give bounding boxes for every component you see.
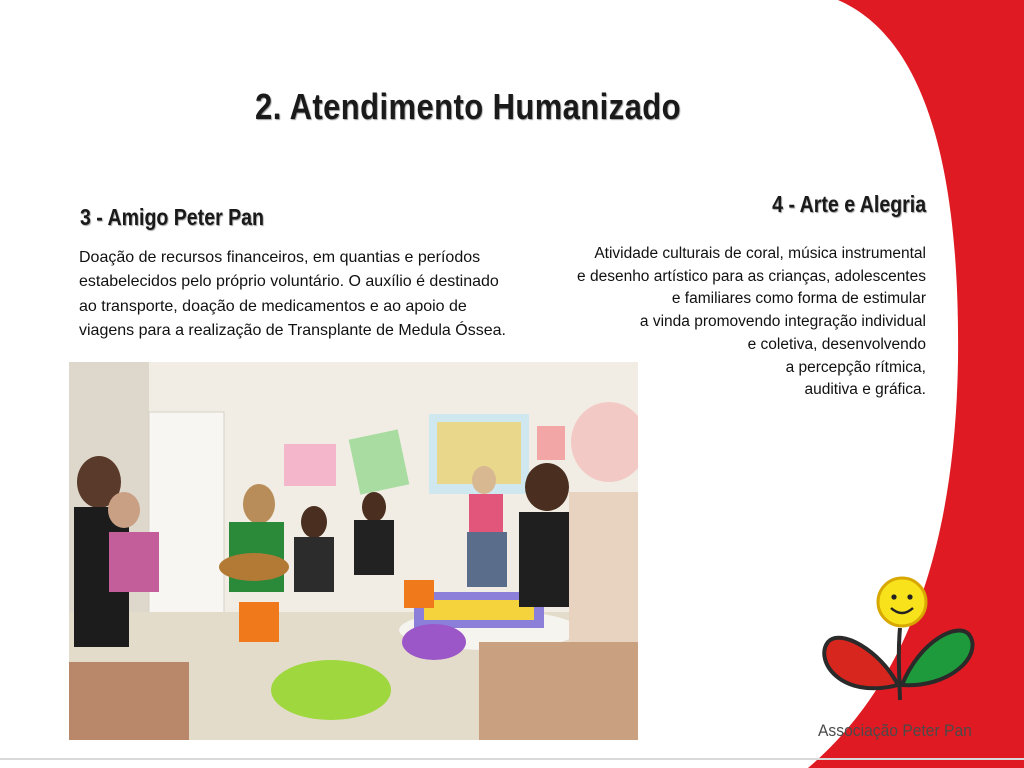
text-line: e coletiva, desenvolvendo xyxy=(747,335,926,353)
heading-amigo-peter-pan: 3 - Amigo Peter Pan xyxy=(80,204,264,230)
text-line: e desenho artístico para as crianças, adolescentes xyxy=(577,267,926,285)
bottom-divider xyxy=(0,758,1024,760)
activity-photo xyxy=(69,362,638,740)
text-line: Doação de recursos financeiros, em quantias e períodos xyxy=(79,249,481,266)
text-line: e familiares como forma de estimular xyxy=(671,290,926,308)
text-line: Atividade culturais de coral, música instrumental xyxy=(594,245,926,262)
text-line: a percepção rítmica, xyxy=(785,358,926,376)
text-line: a vinda promovendo integração individual xyxy=(639,313,926,331)
text-line: auditiva e gráfica. xyxy=(804,381,926,399)
text-line: estabelecidos pelo próprio voluntário. O auxílio é destinado xyxy=(79,273,499,291)
heading-arte-e-alegria: 4 - Arte e Alegria xyxy=(772,191,926,217)
text-line: viagens para a realização de Transplante de Medula Óssea. xyxy=(79,321,506,339)
text-line: ao transporte, doação de medicamentos e ao apoio de xyxy=(79,297,467,315)
slide-title: 2. Atendimento Humanizado xyxy=(255,86,681,127)
amigo-peter-pan-description xyxy=(79,246,529,343)
logo-text: Associação Peter Pan xyxy=(818,721,972,740)
